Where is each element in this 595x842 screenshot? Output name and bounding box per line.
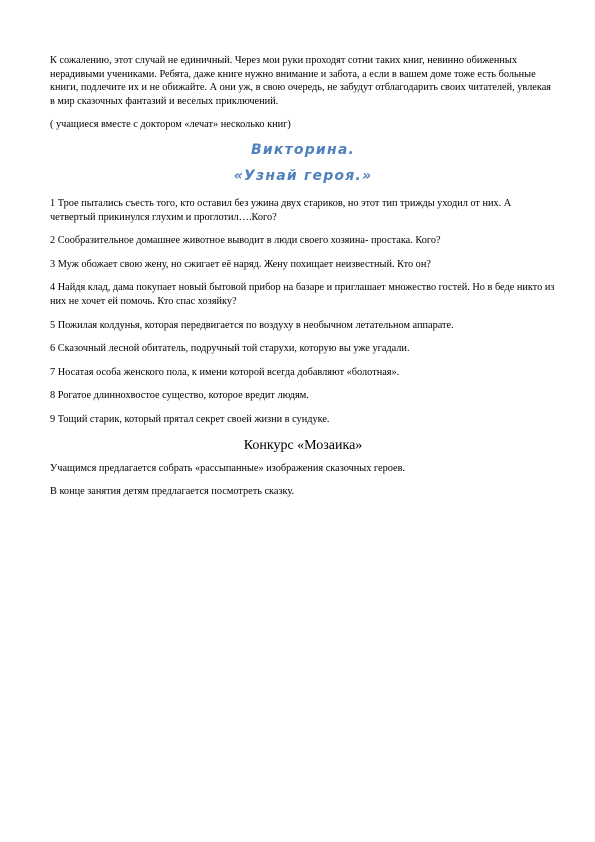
quiz-question: 9 Тощий старик, который прятал секрет своей жизни в сундуке. [50, 413, 330, 425]
contest-title: Конкурс «Мозаика» [243, 437, 363, 453]
quiz-subtitle: «Узнай героя.» [233, 167, 373, 184]
quiz-question: 4 Найдя клад, дама покупает новый бытовой прибор на базаре и приглашает множество гостей. Но в беде никто из них не хочет ей помочь. Кто спас хозяйку? [50, 282, 555, 307]
quiz-question: 1 Трое пытались съесть того, кто оставил без ужина двух стариков, но этот тип трижды уходил от них. А четвертый прикинулся глухим и проглотил….Кого? [50, 197, 512, 223]
quiz-question: 7 Носатая особа женского пола, к имени которой всегда добавляют «болотная». [50, 366, 400, 378]
closing-paragraph: В конце занятия детям предлагается посмотреть сказку. [50, 486, 295, 498]
quiz-question: 3 Муж обожает свою жену, но сжигает её наряд. Жену похищает неизвестный. Кто он? [50, 258, 431, 270]
quiz-question: 2 Сообразительное домашнее животное выводит в люди своего хозяина- простака. Кого? [50, 235, 441, 247]
quiz-question: 6 Сказочный лесной обитатель, подручный той старухи, которую вы уже угадали. [50, 343, 410, 355]
intro-paragraph: К сожалению, этот случай не единичный. Через мои руки проходят сотни таких книг, невинно обиженных нерадивыми учениками. Ребята, даже книге нужно внимание и забота, а если в вашем доме тоже есть больные книги, подлечите их и не обижайте. А они уж, в свою очередь, не забудут отблагодарить своих читателей, увлекая в мир сказочных фантазий и веселых приключений. [50, 55, 552, 107]
quiz-title: Викторина. [251, 141, 355, 158]
contest-description: Учащимся предлагается собрать «рассыпанные» изображения сказочных героев. [50, 462, 406, 474]
document-content [50, 54, 556, 509]
quiz-question: 8 Рогатое длиннохвостое существо, которое вредит людям. [50, 390, 309, 402]
activity-note: ( учащиеся вместе с доктором «лечат» несколько книг) [50, 119, 291, 131]
quiz-question: 5 Пожилая колдунья, которая передвигается по воздуху в необычном летательном аппарате. [50, 319, 454, 331]
